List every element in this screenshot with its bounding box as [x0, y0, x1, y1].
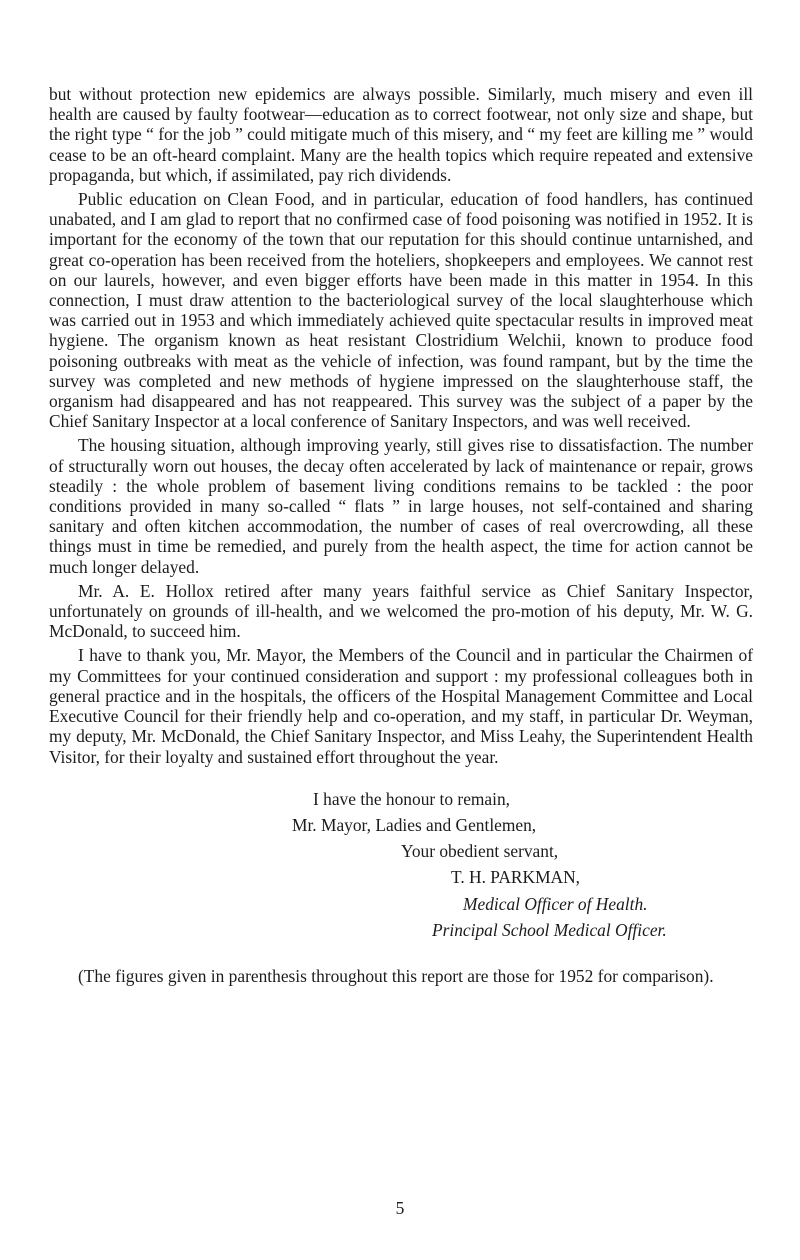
document-page: [49, 84, 753, 990]
signature-name: T. H. PARKMAN,: [451, 867, 581, 888]
closing-line-honour: I have the honour to remain,: [313, 788, 511, 809]
signature-title-moh: Medical Officer of Health.: [463, 893, 648, 914]
paragraph-clean-food: Public education on Clean Food, and in particular, education of food handlers, has continued unabated, and I am glad to report that no confirmed case of food poisoning was notified in 1952. It is important for the economy of the town that our reputation for this should continue untarnished, and great co-operation has been received from the hoteliers, shopkeepers and employees. We cannot rest on our laurels, however, and even bigger efforts have been made in this matter in 1954. In this connection, I must draw attention to the bacteriological survey of the local slaughterhouse which was carried out in 1953 and which immediately achieved quite spectacular results in improved meat hygiene. The organism known as heat resistant Clostridium Welchii, known to produce food poisoning outbreaks with meat as the vehicle of infection, was found rampant, but by the time the survey was completed and new methods of hygiene impressed on the slaughterhouse staff, the organism had disappeared and has not reappeared. This survey was the subject of a paper by the Chief Sanitary Inspector at a local conference of Sanitary Inspectors, and was well received.: [49, 189, 753, 432]
paragraph-footwear: but without protection new epidemics are always possible. Similarly, much misery and even ill health are caused by faulty footwear—education as to correct footwear, not only size and shape, but the right type “ for the job ” could mitigate much of this misery, and “ my feet are killing me ” would cease to be an oft-heard complaint. Many are the health topics which require repeated and extensive propaganda, but which, if assimilated, pay rich dividends.: [49, 84, 753, 185]
closing-line-salutation: Mr. Mayor, Ladies and Gentlemen,: [292, 814, 537, 835]
paragraph-retirement: Mr. A. E. Hollox retired after many years faithful service as Chief Sanitary Inspector, unfortunately on grounds of ill-health, and we welcomed the pro-motion of his deputy, Mr. W. G. McDonald, to succeed him.: [49, 580, 753, 642]
paragraph-housing: The housing situation, although improving yearly, still gives rise to dissatisfaction. The number of structurally worn out houses, the decay often accelerated by lack of maintenance or repair, grows steadily : the whole problem of basement living conditions remains to be tackled : the poor conditions provided in many so-called “ flats ” in large houses, not self-contained and sharing sanitary and often kitchen accommodation, the number of cases of real overcrowding, all these things must in time be remedied, and purely from the health aspect, the time for action cannot be much longer delayed.: [49, 435, 753, 577]
page-number: 5: [395, 1198, 405, 1218]
paragraph-thanks: I have to thank you, Mr. Mayor, the Members of the Council and in particular the Chairmen of my Committees for your continued consideration and support : my professional colleagues both in general practice and in the hospitals, the officers of the Hospital Management Committee and Local Executive Council for their friendly help and co-operation, and my staff, in particular Dr. Weyman, my deputy, Mr. McDonald, the Chief Sanitary Inspector, and Miss Leahy, the Superintendent Health Visitor, for their loyalty and sustained effort throughout the year.: [49, 645, 753, 767]
footnote-comparison: (The figures given in parenthesis throughout this report are those for 1952 for comparison).: [78, 965, 714, 986]
letter-closing: [49, 789, 753, 940]
closing-line-servant: Your obedient servant,: [401, 841, 559, 862]
signature-title-psmo: Principal School Medical Officer.: [432, 919, 667, 940]
